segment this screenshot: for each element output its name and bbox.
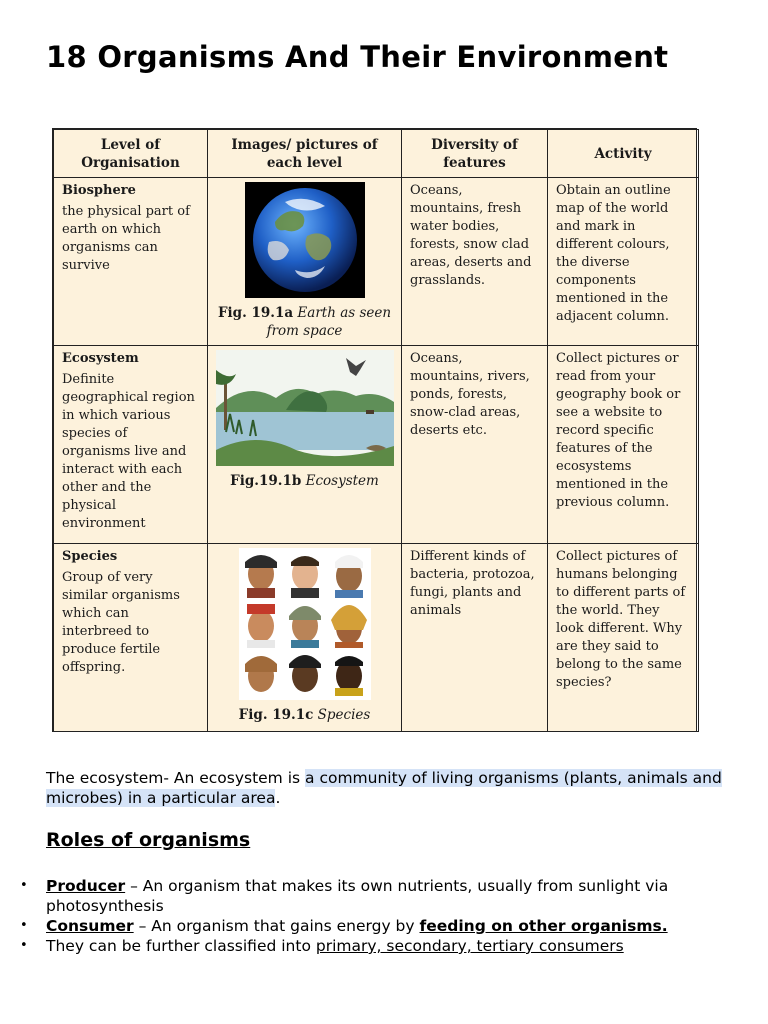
consumer-emphasis: feeding on other organisms. [419, 917, 668, 935]
figure-caption [212, 472, 397, 490]
ecosystem-image [216, 350, 394, 466]
figure-label: Fig.19.1b [230, 473, 302, 489]
producer-term: Producer [46, 877, 126, 895]
roles-heading: Roles of organisms [46, 829, 251, 851]
figure-label: Fig. 19.1c [238, 707, 314, 723]
activity-cell: Collect pictures of humans belonging to different parts of the world. They look different. Why are they said to belong to the same species? [548, 544, 699, 732]
table-header-row [54, 130, 699, 178]
level-name: Biosphere [62, 183, 136, 198]
roles-list [46, 876, 736, 956]
level-cell [54, 544, 208, 732]
image-cell [208, 178, 402, 346]
table-row [54, 346, 699, 544]
level-cell [54, 346, 208, 544]
consumer-types: primary, secondary, tertiary consumers [315, 937, 624, 955]
activity-cell: Collect pictures or read from your geography book or see a website to record specific features of the ecosystems mentioned in the previous column. [548, 346, 699, 544]
producer-definition: – An organism that makes its own nutrients, usually from sunlight via photosynthesis [46, 877, 669, 915]
consumer-definition: – An organism that gains energy by [133, 917, 420, 935]
image-cell [208, 544, 402, 732]
figure-caption-text: Earth as seen from space [266, 305, 392, 339]
activity-cell: Obtain an outline map of the world and mark in different colours, the diverse components mentioned in the adjacent column. [548, 178, 699, 346]
ecosystem-definition-prefix: The ecosystem- An ecosystem is [46, 769, 306, 787]
header-diversity: Diversity of features [402, 130, 548, 178]
figure-caption-text: Species [317, 707, 371, 723]
figure-caption [212, 304, 397, 340]
header-level: Level of Organisation [54, 130, 208, 178]
list-item [46, 916, 736, 936]
diversity-cell: Oceans, mountains, rivers, ponds, forests, snow-clad areas, deserts etc. [402, 346, 548, 544]
ecosystem-definition [46, 768, 736, 808]
header-images: Images/ pictures of each level [208, 130, 402, 178]
diversity-cell: Oceans, mountains, fresh water bodies, forests, snow clad areas, deserts and grasslands. [402, 178, 548, 346]
level-description: Definite geographical region in which various species of organisms live and interact with each other and the physical environment [62, 372, 195, 531]
level-name: Species [62, 549, 118, 564]
list-item [46, 876, 736, 916]
page-title: 18 Organisms And Their Environment [46, 40, 669, 74]
ecosystem-definition-highlight: a community of living organisms (plants, animals and microbes) in a particular area [46, 769, 722, 807]
figure-caption [212, 706, 397, 724]
consumer-term: Consumer [46, 917, 134, 935]
diversity-cell: Different kinds of bacteria, protozoa, fungi, plants and animals [402, 544, 548, 732]
ecosystem-definition-suffix: . [275, 789, 281, 807]
table-row [54, 178, 699, 346]
figure-caption-text: Ecosystem [305, 473, 379, 489]
list-item [46, 936, 736, 956]
level-description: the physical part of earth on which organisms can survive [62, 204, 190, 273]
figure-label: Fig. 19.1a [217, 305, 294, 321]
earth-image [245, 182, 365, 298]
level-name: Ecosystem [62, 351, 139, 366]
image-cell [208, 346, 402, 544]
table-row [54, 544, 699, 732]
level-description: Group of very similar organisms which can interbreed to produce fertile offspring. [62, 570, 180, 675]
organisation-levels-table [52, 128, 697, 732]
classification-text: They can be further classified into [46, 937, 316, 955]
species-portraits-image [239, 548, 371, 700]
level-cell [54, 178, 208, 346]
header-activity: Activity [548, 130, 699, 178]
